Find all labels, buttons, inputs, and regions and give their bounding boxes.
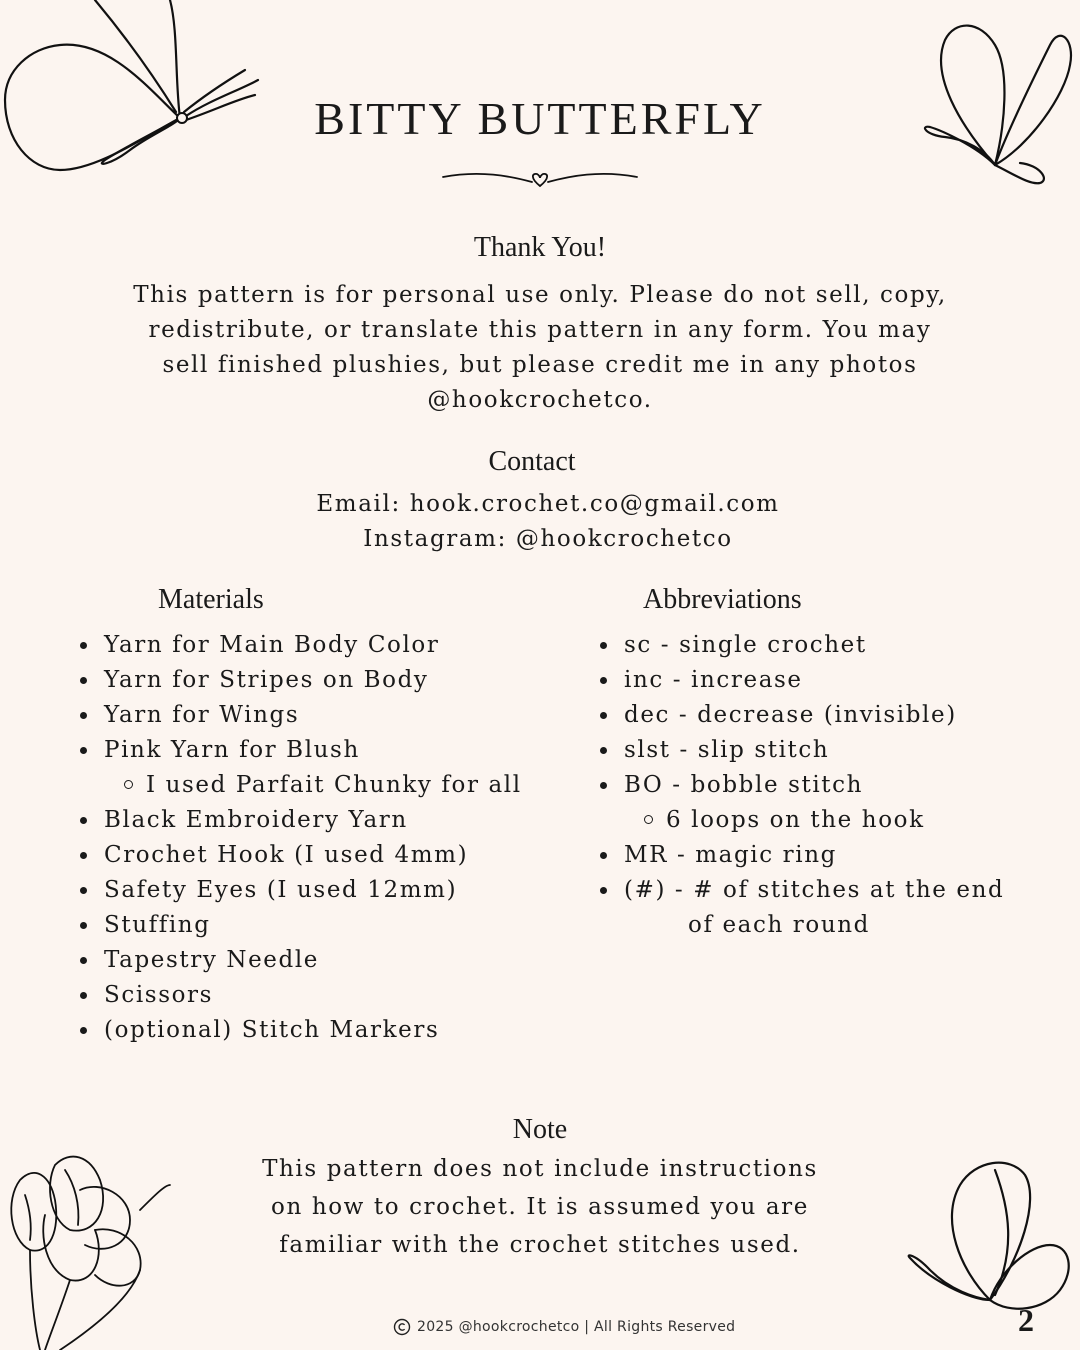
list-item: (#) - # of stitches at the end: [600, 873, 1004, 908]
materials-list: [80, 628, 522, 1048]
contact-email: Email: hook.crochet.co@gmail.com: [316, 491, 780, 517]
list-item: (optional) Stitch Markers: [80, 1013, 522, 1048]
thank-you-line: redistribute, or translate this pattern in any form. You may: [148, 317, 932, 343]
contact-instagram: Instagram: @hookcrochetco: [363, 526, 733, 552]
bullet-icon: [80, 957, 87, 964]
list-item: Black Embroidery Yarn: [80, 803, 522, 838]
bullet-icon: [600, 852, 607, 859]
heart-divider-icon: [440, 168, 640, 192]
copyright-footer: [393, 1318, 735, 1336]
list-item: Safety Eyes (I used 12mm): [80, 873, 522, 908]
list-item: inc - increase: [600, 663, 1004, 698]
list-item: sc - single crochet: [600, 628, 1004, 663]
note-heading: Note: [512, 1114, 568, 1145]
hollow-bullet-icon: [124, 780, 133, 789]
bullet-icon: [80, 992, 87, 999]
bullet-icon: [80, 677, 87, 684]
list-item: Scissors: [80, 978, 522, 1013]
contact-heading: Contact: [488, 446, 576, 477]
list-item: Pink Yarn for Blush: [80, 733, 522, 768]
thank-you-line: sell finished plushies, but please credit me in any photos: [162, 352, 918, 378]
list-subitem: 6 loops on the hook: [600, 803, 1004, 838]
bullet-icon: [80, 852, 87, 859]
list-item: Crochet Hook (I used 4mm): [80, 838, 522, 873]
materials-heading: Materials: [158, 584, 264, 615]
thank-you-line: This pattern is for personal use only. Please do not sell, copy,: [133, 282, 947, 308]
list-item: Stuffing: [80, 908, 522, 943]
bullet-icon: [80, 1027, 87, 1034]
note-text: [0, 1150, 1080, 1264]
abbreviations-list: [600, 628, 1004, 943]
list-item: MR - magic ring: [600, 838, 1004, 873]
abbreviations-heading: Abbreviations: [643, 584, 802, 615]
list-item: Tapestry Needle: [80, 943, 522, 978]
thank-you-text: [0, 278, 1080, 418]
bullet-icon: [600, 642, 607, 649]
list-item: Yarn for Wings: [80, 698, 522, 733]
note-line: on how to crochet. It is assumed you are: [271, 1194, 809, 1220]
note-line: familiar with the crochet stitches used.: [279, 1232, 801, 1258]
page-title: BITTY BUTTERFLY: [314, 93, 766, 144]
bullet-icon: [80, 887, 87, 894]
list-item: BO - bobble stitch: [600, 768, 1004, 803]
bullet-icon: [80, 817, 87, 824]
list-item: Yarn for Main Body Color: [80, 628, 522, 663]
list-item-continuation: of each round: [688, 912, 870, 938]
bullet-icon: [80, 712, 87, 719]
list-subitem: I used Parfait Chunky for all: [80, 768, 522, 803]
footer-text: 2025 @hookcrochetco | All Rights Reserved: [417, 1319, 736, 1335]
bullet-icon: [600, 712, 607, 719]
list-item: Yarn for Stripes on Body: [80, 663, 522, 698]
bullet-icon: [80, 922, 87, 929]
note-line: This pattern does not include instructions: [262, 1156, 818, 1182]
thank-you-heading: Thank You!: [473, 232, 607, 263]
page-number: 2: [1018, 1302, 1034, 1338]
butterfly-illustration-top-left: [0, 0, 270, 180]
list-item: slst - slip stitch: [600, 733, 1004, 768]
bullet-icon: [600, 782, 607, 789]
bullet-icon: [600, 677, 607, 684]
bullet-icon: [80, 642, 87, 649]
bullet-icon: [80, 747, 87, 754]
copyright-icon: [393, 1318, 411, 1336]
bullet-icon: [600, 747, 607, 754]
thank-you-line: @hookcrochetco.: [427, 387, 653, 413]
hollow-bullet-icon: [644, 815, 653, 824]
list-item: dec - decrease (invisible): [600, 698, 1004, 733]
bullet-icon: [600, 887, 607, 894]
